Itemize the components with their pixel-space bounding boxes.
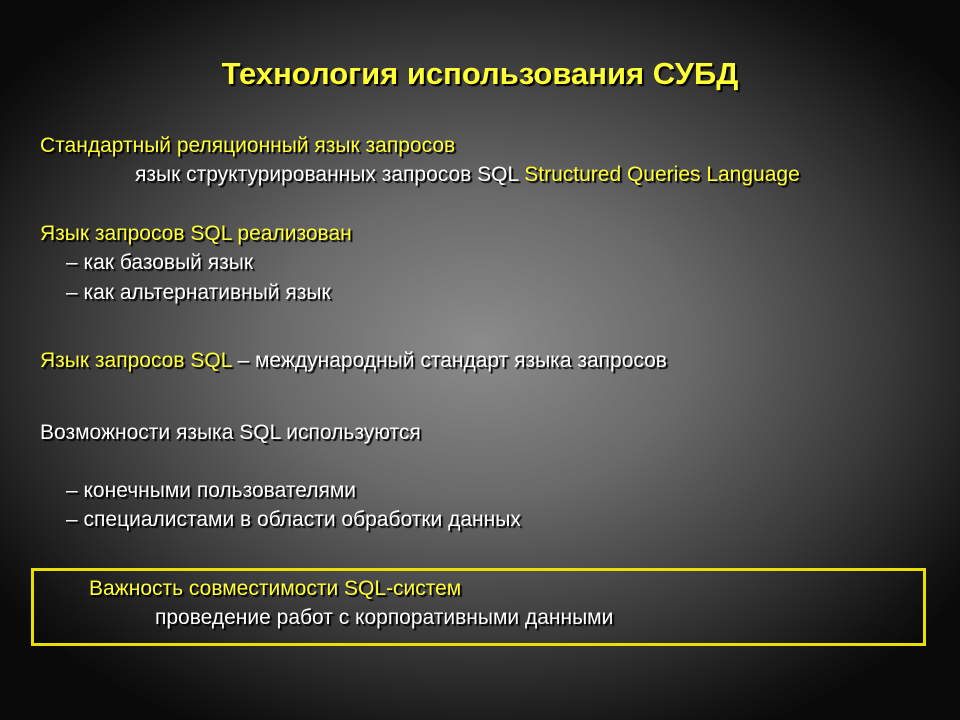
- sql-standard-heading: Стандартный реляционный язык запросов: [40, 134, 456, 157]
- compatibility-description: проведение работ с корпоративными данными: [155, 606, 614, 629]
- international-prefix: Язык запросов SQL: [40, 349, 232, 372]
- implemented-heading: Язык запросов SQL реализован: [40, 222, 352, 245]
- international-rest: – международный стандарт языка запросов: [231, 349, 667, 372]
- implemented-item-base: – как базовый язык: [66, 251, 254, 274]
- users-item-specialists: – специалистами в области обработки данных: [66, 508, 521, 531]
- sql-standard-description: [135, 162, 800, 188]
- implemented-item-alternative: – как альтернативный язык: [66, 281, 331, 304]
- international-standard-line: [40, 348, 667, 374]
- users-heading: Возможности языка SQL используются: [40, 421, 421, 444]
- users-item-end-users: – конечными пользователями: [66, 479, 356, 502]
- sql-description-english: Structured Queries Language: [524, 163, 800, 186]
- sql-description-russian: язык структурированных запросов SQL: [135, 163, 519, 186]
- slide-title: Технология использования СУБД: [221, 56, 739, 91]
- compatibility-heading: Важность совместимости SQL-систем: [89, 577, 462, 600]
